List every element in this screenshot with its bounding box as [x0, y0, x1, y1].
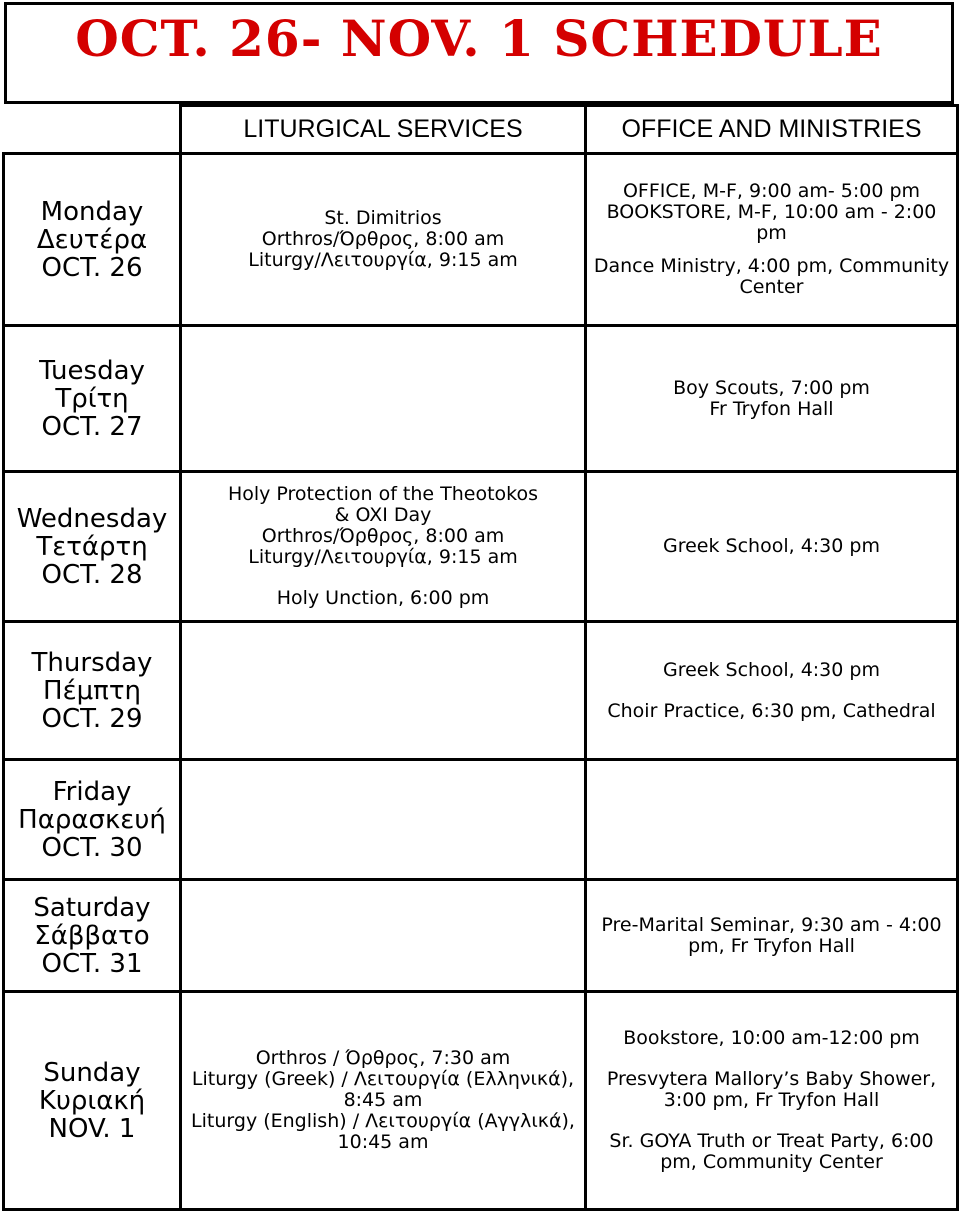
office-line: Bookstore, 10:00 am-12:00 pm	[623, 1027, 920, 1049]
table-row	[4, 760, 958, 880]
table-row	[4, 992, 958, 1210]
office-line: BOOKSTORE, M-F, 10:00 am - 2:00 pm	[606, 201, 937, 244]
service-line: Liturgy/Λειτουργία, 9:15 am	[248, 546, 518, 568]
corner-cell	[4, 106, 181, 154]
day-date: OCT. 29	[41, 703, 143, 734]
day-cell	[4, 760, 181, 880]
day-cell	[4, 880, 181, 992]
day-name: Thursday	[31, 647, 153, 678]
day-date: OCT. 31	[41, 948, 143, 979]
day-date: OCT. 28	[41, 559, 143, 590]
header-row	[4, 106, 958, 154]
title-box	[4, 2, 954, 104]
office-cell	[586, 326, 958, 472]
day-greek: Τετάρτη	[36, 531, 148, 562]
day-cell	[4, 992, 181, 1210]
service-line: Liturgy/Λειτουργία, 9:15 am	[248, 249, 518, 271]
day-greek: Δευτέρα	[36, 224, 148, 255]
day-date: OCT. 30	[41, 832, 143, 863]
header-liturgical: LITURGICAL SERVICES	[181, 106, 586, 154]
liturgical-cell	[181, 326, 586, 472]
liturgical-cell	[181, 992, 586, 1210]
liturgical-cell	[181, 622, 586, 760]
service-line: Orthros / Όρθρος, 7:30 am	[255, 1047, 511, 1069]
office-line: Presvytera Mallory’s Baby Shower, 3:00 pm, Fr Tryfon Hall	[606, 1068, 937, 1111]
day-name: Monday	[40, 196, 144, 227]
day-name: Tuesday	[39, 355, 145, 386]
day-greek: Παρασκευή	[18, 804, 166, 835]
office-cell	[586, 472, 958, 622]
day-cell	[4, 326, 181, 472]
service-line: Liturgy (English) / Λειτουργία (Αγγλικά), 10:45 am	[191, 1110, 575, 1153]
service-line: & OXI Day	[334, 504, 432, 526]
header-office: OFFICE AND MINISTRIES	[586, 106, 958, 154]
service-line: Holy Unction, 6:00 pm	[276, 587, 490, 609]
day-name: Saturday	[33, 892, 151, 923]
office-cell	[586, 880, 958, 992]
service-line: St. Dimitrios	[324, 207, 442, 229]
office-line: Dance Ministry, 4:00 pm, Community Center	[593, 255, 950, 298]
day-cell	[4, 472, 181, 622]
day-greek: Τρίτη	[55, 383, 129, 414]
day-date: NOV. 1	[48, 1113, 136, 1144]
office-line: Fr Tryfon Hall	[709, 397, 834, 420]
office-cell	[586, 622, 958, 760]
table-row	[4, 154, 958, 326]
table-row	[4, 472, 958, 622]
day-date: OCT. 27	[41, 411, 143, 442]
schedule-table	[2, 104, 959, 1211]
office-line: OFFICE, M-F, 9:00 am- 5:00 pm	[622, 180, 921, 202]
liturgical-cell	[181, 880, 586, 992]
day-name: Wednesday	[16, 503, 168, 534]
day-name: Sunday	[43, 1057, 141, 1088]
table-row	[4, 622, 958, 760]
day-greek: Σάββατο	[34, 920, 150, 951]
office-line: Pre-Marital Seminar, 9:30 am - 4:00 pm, Fr Tryfon Hall	[601, 913, 942, 957]
office-cell	[586, 154, 958, 326]
office-line: Greek School, 4:30 pm	[663, 535, 880, 557]
office-line: Choir Practice, 6:30 pm, Cathedral	[607, 699, 936, 722]
office-line: Boy Scouts, 7:00 pm	[673, 376, 870, 399]
day-greek: Κυριακή	[38, 1085, 146, 1116]
day-greek: Πέμπτη	[43, 675, 141, 706]
day-cell	[4, 622, 181, 760]
office-cell	[586, 760, 958, 880]
service-line: Orthros/Όρθρος, 8:00 am	[261, 525, 505, 547]
table-row	[4, 880, 958, 992]
liturgical-cell	[181, 472, 586, 622]
service-line: Holy Protection of the Theotokos	[227, 483, 539, 505]
page-title: OCT. 26- NOV. 1 SCHEDULE	[75, 9, 883, 68]
day-date: OCT. 26	[41, 252, 143, 283]
service-line: Orthros/Όρθρος, 8:00 am	[261, 228, 505, 250]
service-line: Liturgy (Greek) / Λειτουργία (Ελληνικά), 8:45 am	[191, 1068, 575, 1111]
day-cell	[4, 154, 181, 326]
day-name: Friday	[52, 776, 132, 807]
office-cell	[586, 992, 958, 1210]
table-row	[4, 326, 958, 472]
liturgical-cell	[181, 154, 586, 326]
liturgical-cell	[181, 760, 586, 880]
office-line: Greek School, 4:30 pm	[663, 658, 880, 681]
office-line: Sr. GOYA Truth or Treat Party, 6:00 pm, Community Center	[609, 1130, 934, 1173]
